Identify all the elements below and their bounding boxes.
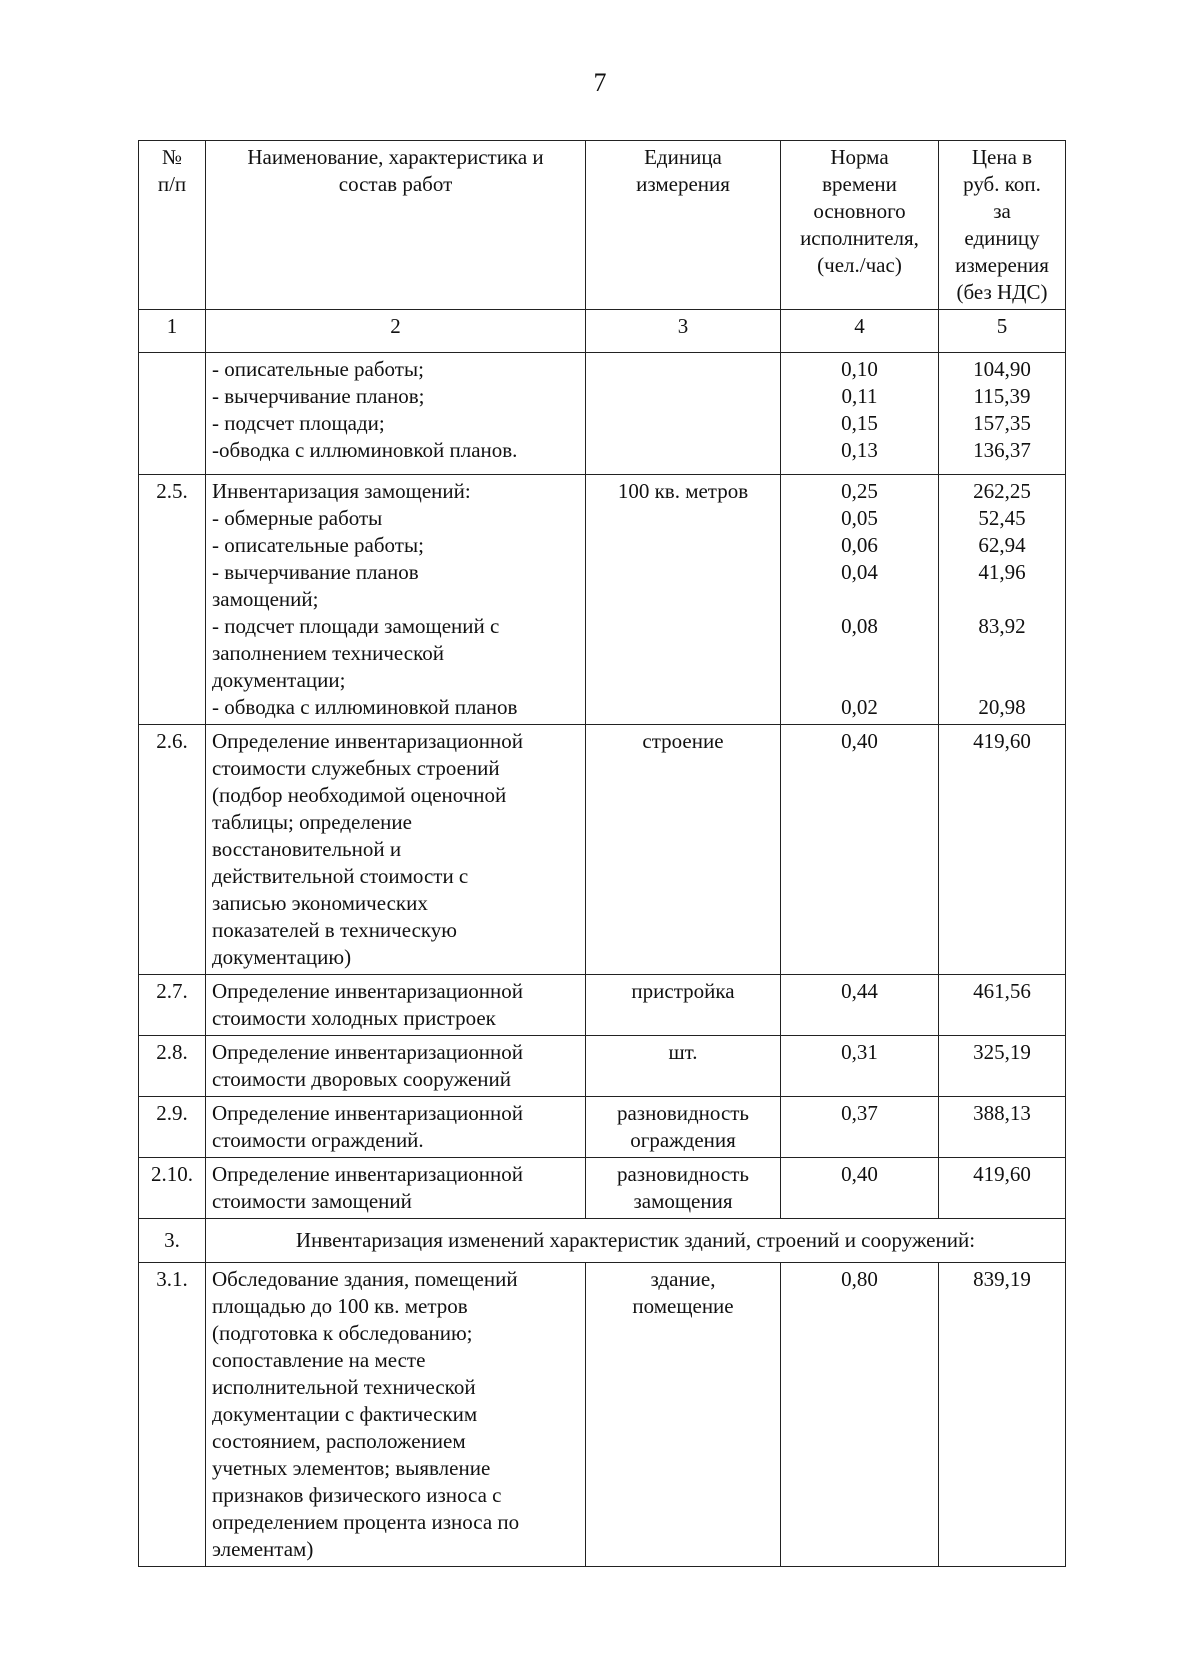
- name-line: показателей в техническую: [212, 918, 457, 942]
- table-row: [139, 353, 1066, 475]
- norm-line: 0,08: [841, 614, 878, 638]
- header-line: единицу: [964, 226, 1040, 250]
- header-norm: [781, 141, 939, 310]
- name-line: - описательные работы;: [212, 533, 424, 557]
- row-norm: 0,31: [781, 1036, 939, 1097]
- row-name: [206, 353, 586, 475]
- row-unit: [586, 1263, 781, 1567]
- section-index: 3.: [139, 1219, 206, 1263]
- name-line: стоимости ограждений.: [212, 1128, 424, 1152]
- norm-line: 0,25: [841, 479, 878, 503]
- table-row: [139, 1263, 1066, 1567]
- header-line: Норма: [830, 145, 889, 169]
- header-line: Наименование, характеристика и: [247, 145, 544, 169]
- row-name: [206, 1158, 586, 1219]
- name-line: документации с фактическим: [212, 1402, 478, 1426]
- norm-line: 0,11: [841, 384, 878, 408]
- spacer: [787, 586, 932, 613]
- price-line: 157,35: [973, 411, 1031, 435]
- header-line: (без НДС): [956, 280, 1048, 304]
- header-unit: [586, 141, 781, 310]
- unit-line: здание,: [650, 1267, 716, 1291]
- spacer: [945, 667, 1059, 694]
- name-line: Определение инвентаризационной: [212, 729, 523, 753]
- header-line: измерения: [955, 253, 1049, 277]
- row-norm: [781, 475, 939, 725]
- column-number: 3: [586, 310, 781, 353]
- table-row: [139, 1036, 1066, 1097]
- row-name: [206, 725, 586, 975]
- unit-line: разновидность: [616, 1101, 750, 1125]
- name-line: действительной стоимости с: [212, 864, 469, 888]
- name-line: стоимости дворовых сооружений: [212, 1067, 512, 1091]
- header-line: основного: [813, 199, 906, 223]
- row-index: 2.8.: [139, 1036, 206, 1097]
- column-number: 1: [139, 310, 206, 353]
- row-unit: строение: [586, 725, 781, 975]
- norm-line: 0,15: [841, 411, 878, 435]
- header-line: №: [161, 145, 183, 169]
- name-line: сопоставление на месте: [212, 1348, 426, 1372]
- row-unit: пристройка: [586, 975, 781, 1036]
- page-number: 7: [593, 68, 607, 97]
- column-number-row: [139, 310, 1066, 353]
- name-line: состоянием, расположением: [212, 1429, 466, 1453]
- header-name: [206, 141, 586, 310]
- table-row: [139, 475, 1066, 725]
- row-norm: 0,80: [781, 1263, 939, 1567]
- name-line: документации;: [212, 668, 346, 692]
- price-line: 20,98: [978, 695, 1026, 719]
- name-line: Инвентаризация замощений:: [212, 479, 471, 503]
- row-unit: 100 кв. метров: [586, 475, 781, 725]
- spacer: [945, 640, 1059, 667]
- price-line: 41,96: [978, 560, 1026, 584]
- name-line: восстановительной и: [212, 837, 402, 861]
- header-line: Цена в: [971, 145, 1033, 169]
- name-line: Определение инвентаризационной: [212, 1162, 523, 1186]
- header-line: п/п: [157, 172, 187, 196]
- norm-line: 0,02: [841, 695, 878, 719]
- header-line: исполнителя,: [800, 226, 919, 250]
- row-norm: 0,44: [781, 975, 939, 1036]
- row-unit: [586, 1097, 781, 1158]
- row-norm: 0,40: [781, 725, 939, 975]
- name-line: записью экономических: [212, 891, 428, 915]
- unit-line: замощения: [633, 1189, 733, 1213]
- price-line: 115,39: [973, 384, 1031, 408]
- row-name: [206, 1097, 586, 1158]
- column-number: 2: [206, 310, 586, 353]
- price-table: [138, 140, 1066, 1567]
- row-index: 2.5.: [139, 475, 206, 725]
- price-line: 104,90: [973, 357, 1031, 381]
- row-unit: [586, 353, 781, 475]
- spacer: [787, 667, 932, 694]
- name-line: определением процента износа по: [212, 1510, 520, 1534]
- header-line: состав работ: [338, 172, 453, 196]
- section-title: Инвентаризация изменений характеристик зданий, строений и сооружений:: [206, 1219, 1066, 1263]
- table-row: [139, 975, 1066, 1036]
- row-name: [206, 1263, 586, 1567]
- column-number: 4: [781, 310, 939, 353]
- name-line: стоимости служебных строений: [212, 756, 500, 780]
- spacer: [945, 586, 1059, 613]
- name-line: - вычерчивание планов;: [212, 384, 425, 408]
- header-line: измерения: [636, 172, 730, 196]
- name-line: таблицы; определение: [212, 810, 412, 834]
- row-index: [139, 353, 206, 475]
- row-price: [939, 353, 1066, 475]
- row-norm: 0,40: [781, 1158, 939, 1219]
- norm-line: 0,05: [841, 506, 878, 530]
- row-norm: 0,37: [781, 1097, 939, 1158]
- table-row: [139, 725, 1066, 975]
- name-line: замощений;: [212, 587, 319, 611]
- price-line: 83,92: [978, 614, 1026, 638]
- name-line: (подбор необходимой оценочной: [212, 783, 507, 807]
- header-line: (чел./час): [817, 253, 902, 277]
- header-line: руб. коп.: [963, 172, 1041, 196]
- name-line: стоимости замощений: [212, 1189, 412, 1213]
- table-header: [139, 141, 1066, 310]
- unit-line: помещение: [632, 1294, 734, 1318]
- header-line: за: [993, 199, 1011, 223]
- name-line: Определение инвентаризационной: [212, 979, 523, 1003]
- row-price: [939, 475, 1066, 725]
- name-line: элементам): [212, 1537, 314, 1561]
- name-line: Определение инвентаризационной: [212, 1101, 523, 1125]
- row-name: [206, 975, 586, 1036]
- row-index: 2.6.: [139, 725, 206, 975]
- name-line: стоимости холодных пристроек: [212, 1006, 496, 1030]
- row-price: 388,13: [939, 1097, 1066, 1158]
- price-line: 52,45: [978, 506, 1026, 530]
- name-line: заполнением технической: [212, 641, 444, 665]
- row-index: 2.10.: [139, 1158, 206, 1219]
- row-price: 461,56: [939, 975, 1066, 1036]
- price-line: 262,25: [973, 479, 1031, 503]
- row-norm: [781, 353, 939, 475]
- name-line: - обводка с иллюминовкой планов: [212, 695, 518, 719]
- row-index: 2.9.: [139, 1097, 206, 1158]
- price-line: 136,37: [973, 438, 1031, 462]
- header-price: [939, 141, 1066, 310]
- row-index: 3.1.: [139, 1263, 206, 1567]
- row-price: 419,60: [939, 1158, 1066, 1219]
- row-unit: [586, 1158, 781, 1219]
- name-line: - описательные работы;: [212, 357, 424, 381]
- norm-line: 0,10: [841, 357, 878, 381]
- header-index: [139, 141, 206, 310]
- name-line: - вычерчивание планов: [212, 560, 419, 584]
- norm-line: 0,04: [841, 560, 878, 584]
- name-line: - подсчет площади;: [212, 411, 385, 435]
- row-price: 325,19: [939, 1036, 1066, 1097]
- name-line: - подсчет площади замощений с: [212, 614, 500, 638]
- name-line: признаков физического износа с: [212, 1483, 502, 1507]
- name-line: - обмерные работы: [212, 506, 383, 530]
- row-price: 419,60: [939, 725, 1066, 975]
- column-number: 5: [939, 310, 1066, 353]
- unit-line: разновидность: [616, 1162, 750, 1186]
- norm-line: 0,06: [841, 533, 878, 557]
- row-price: 839,19: [939, 1263, 1066, 1567]
- name-line: Определение инвентаризационной: [212, 1040, 523, 1064]
- row-index: 2.7.: [139, 975, 206, 1036]
- name-line: Обследование здания, помещений: [212, 1267, 518, 1291]
- table-row: [139, 1097, 1066, 1158]
- row-name: [206, 1036, 586, 1097]
- row-unit: шт.: [586, 1036, 781, 1097]
- spacer: [787, 640, 932, 667]
- name-line: учетных элементов; выявление: [212, 1456, 491, 1480]
- header-line: Единица: [644, 145, 722, 169]
- row-name: [206, 475, 586, 725]
- name-line: -обводка с иллюминовкой планов.: [212, 438, 518, 462]
- unit-line: ограждения: [630, 1128, 736, 1152]
- table-row: [139, 1158, 1066, 1219]
- name-line: исполнительной технической: [212, 1375, 476, 1399]
- name-line: площадью до 100 кв. метров: [212, 1294, 468, 1318]
- section-row: [139, 1219, 1066, 1263]
- norm-line: 0,13: [841, 438, 878, 462]
- name-line: (подготовка к обследованию;: [212, 1321, 473, 1345]
- name-line: документацию): [212, 945, 352, 969]
- price-line: 62,94: [978, 533, 1026, 557]
- header-line: времени: [822, 172, 897, 196]
